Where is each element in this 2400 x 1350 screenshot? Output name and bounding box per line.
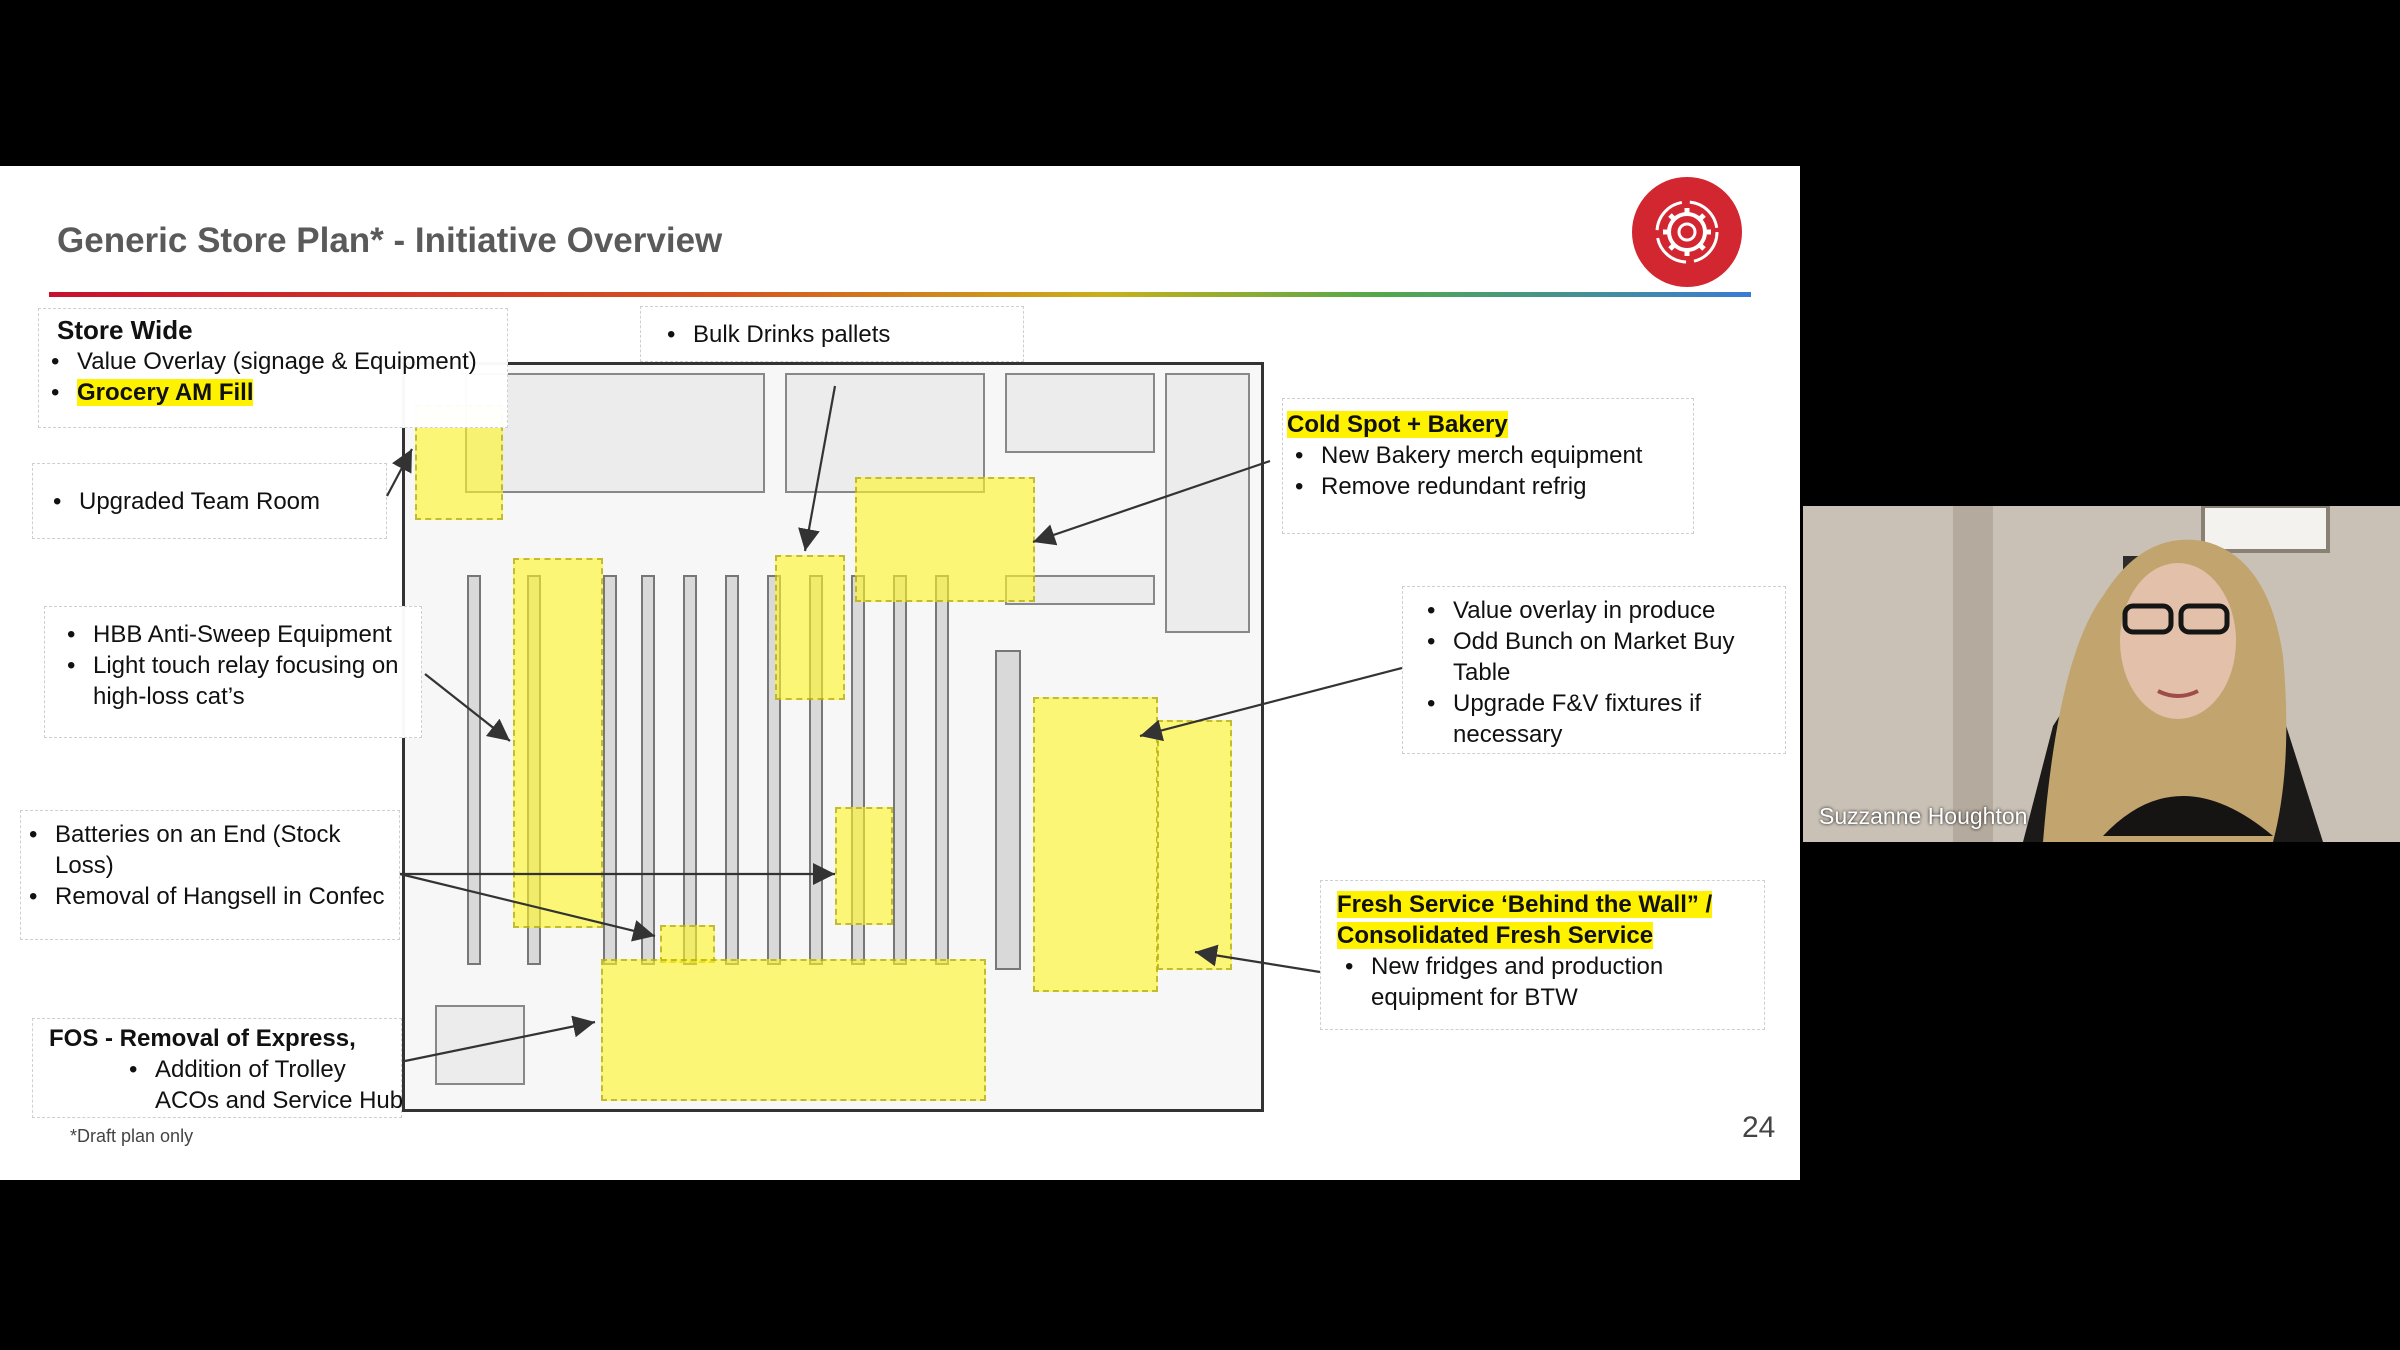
- aisle: [995, 650, 1021, 970]
- callout-hbb: [44, 606, 422, 738]
- fresh-service-heading-2-row: [1337, 920, 1764, 951]
- produce-item: • Upgrade F&V fixtures if necessary: [1453, 688, 1785, 750]
- produce-item: • Odd Bunch on Market Buy Table: [1453, 626, 1785, 688]
- highlight-zone-drinks: [775, 555, 845, 700]
- callout-produce: [1402, 586, 1786, 754]
- fos-heading: FOS - Removal of Express,: [49, 1025, 356, 1052]
- cold-spot-item: • New Bakery merch equipment: [1321, 440, 1693, 471]
- backroom: [1005, 373, 1155, 453]
- hbb-item: • HBB Anti-Sweep Equipment: [93, 619, 421, 650]
- fos-item: • Addition of Trolley ACOs and Service Hub: [155, 1054, 415, 1116]
- highlight-zone-hbb: [513, 558, 603, 928]
- shared-slide: [0, 166, 1800, 1180]
- aisle: [641, 575, 655, 965]
- callout-team-room: [32, 463, 387, 539]
- aisle: [603, 575, 617, 965]
- gear-logo-icon: [1632, 177, 1742, 287]
- store-floor-plan: [402, 362, 1264, 1112]
- participant-video-tile[interactable]: [1803, 506, 2400, 842]
- highlight-zone-front-end: [601, 959, 986, 1101]
- hbb-item: • Light touch relay focusing on high-loss cat’s: [93, 650, 421, 712]
- participant-avatar-image: [1803, 506, 2400, 842]
- team-room-item: • Upgraded Team Room: [79, 486, 386, 517]
- cold-spot-item: • Remove redundant refrig: [1321, 471, 1693, 502]
- checkout: [435, 1005, 525, 1085]
- aisle: [893, 575, 907, 965]
- batteries-item: • Removal of Hangsell in Confec: [55, 881, 399, 912]
- highlight-zone-confec: [660, 925, 715, 963]
- backroom: [1165, 373, 1250, 633]
- callout-store-wide: [38, 308, 508, 428]
- fresh-service-heading-2: Consolidated Fresh Service: [1337, 922, 1654, 949]
- callout-batteries: [20, 810, 400, 940]
- participant-name: Suzzanne Houghton: [1819, 803, 2028, 829]
- callout-bulk-drinks: [640, 306, 1024, 362]
- fresh-service-heading-1-row: [1337, 889, 1764, 920]
- aisle: [935, 575, 949, 965]
- aisle: [725, 575, 739, 965]
- aisle: [467, 575, 481, 965]
- page-number: 24: [1742, 1111, 1776, 1144]
- highlight-zone-bakery: [855, 477, 1035, 602]
- batteries-item: • Batteries on an End (Stock Loss): [55, 819, 399, 881]
- store-wide-heading: Store Wide: [57, 315, 193, 345]
- callout-cold-spot: [1282, 398, 1694, 534]
- highlight-zone-batteries: [835, 807, 893, 925]
- highlight-zone-produce: [1033, 697, 1158, 992]
- store-wide-item: • Value Overlay (signage & Equipment): [77, 346, 507, 377]
- draft-footnote: *Draft plan only: [70, 1126, 194, 1146]
- backroom: [465, 373, 765, 493]
- bulk-drinks-item: • Bulk Drinks pallets: [693, 319, 1023, 350]
- cold-spot-heading: Cold Spot + Bakery: [1287, 411, 1508, 438]
- backroom: [785, 373, 985, 493]
- slide-title: Generic Store Plan* - Initiative Overview: [57, 221, 723, 260]
- aisle: [683, 575, 697, 965]
- highlight-text: Grocery AM Fill: [77, 379, 254, 406]
- store-wide-item-highlight: [77, 377, 507, 408]
- callout-fos: [32, 1018, 402, 1118]
- fresh-service-heading-1: Fresh Service ‘Behind the Wall” /: [1337, 891, 1713, 918]
- fresh-service-item: • New fridges and production equipment for BTW: [1371, 951, 1764, 1013]
- produce-item: • Value overlay in produce: [1453, 595, 1785, 626]
- callout-fresh-service: [1320, 880, 1765, 1030]
- cold-spot-heading-row: [1287, 409, 1693, 440]
- title-gradient-rule: [49, 292, 1751, 297]
- highlight-zone-produce-wall: [1157, 720, 1232, 970]
